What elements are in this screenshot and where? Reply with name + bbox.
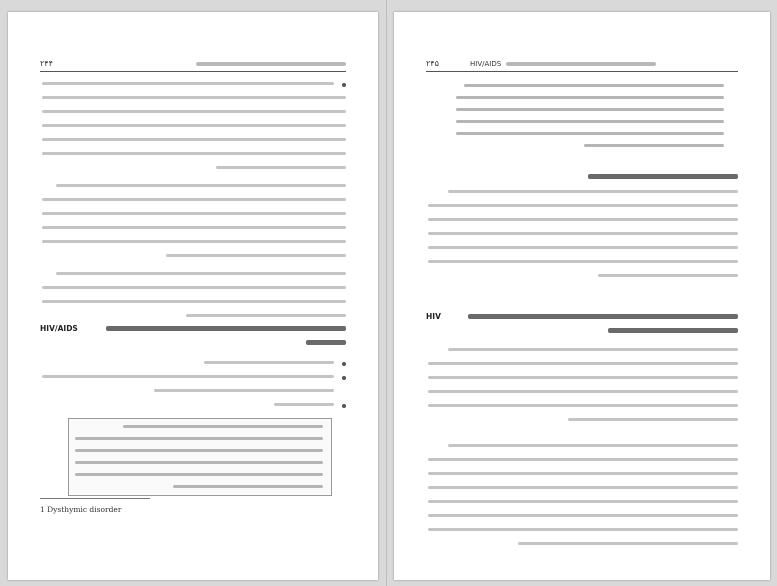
header-hiv-tag: HIV/AIDS <box>470 60 502 68</box>
right-quote-block <box>454 80 724 162</box>
right-page <box>394 12 770 580</box>
bullet-icon <box>342 83 346 87</box>
right-running-title <box>506 62 656 66</box>
right-section-heading-1 <box>426 170 738 184</box>
book-gutter <box>386 0 387 586</box>
footnote-rule <box>40 498 150 499</box>
left-page-number: ۲۴۴ <box>40 59 53 68</box>
left-bullet-paragraph <box>40 80 346 190</box>
right-paragraph-3 <box>426 444 738 554</box>
heading-hiv-tag: HIV <box>426 312 441 321</box>
bullet-icon <box>342 362 346 366</box>
left-paragraph-3 <box>40 272 346 332</box>
left-running-header <box>40 59 346 72</box>
footnote: 1 Dysthymic disorder <box>40 505 122 514</box>
left-section-heading <box>40 324 346 354</box>
heading-hiv-tag: HIV/AIDS <box>40 324 78 333</box>
bullet-icon <box>342 376 346 380</box>
left-bullet-list <box>40 360 346 416</box>
left-running-title <box>196 62 346 66</box>
left-page <box>8 12 378 580</box>
right-section-heading-2 <box>426 312 738 342</box>
bullet-icon <box>342 404 346 408</box>
right-paragraph-1 <box>426 190 738 310</box>
right-paragraph-2 <box>426 348 738 440</box>
right-running-header <box>426 59 738 72</box>
left-callout-box <box>68 418 332 496</box>
right-page-number: ۲۴۵ <box>426 59 439 68</box>
